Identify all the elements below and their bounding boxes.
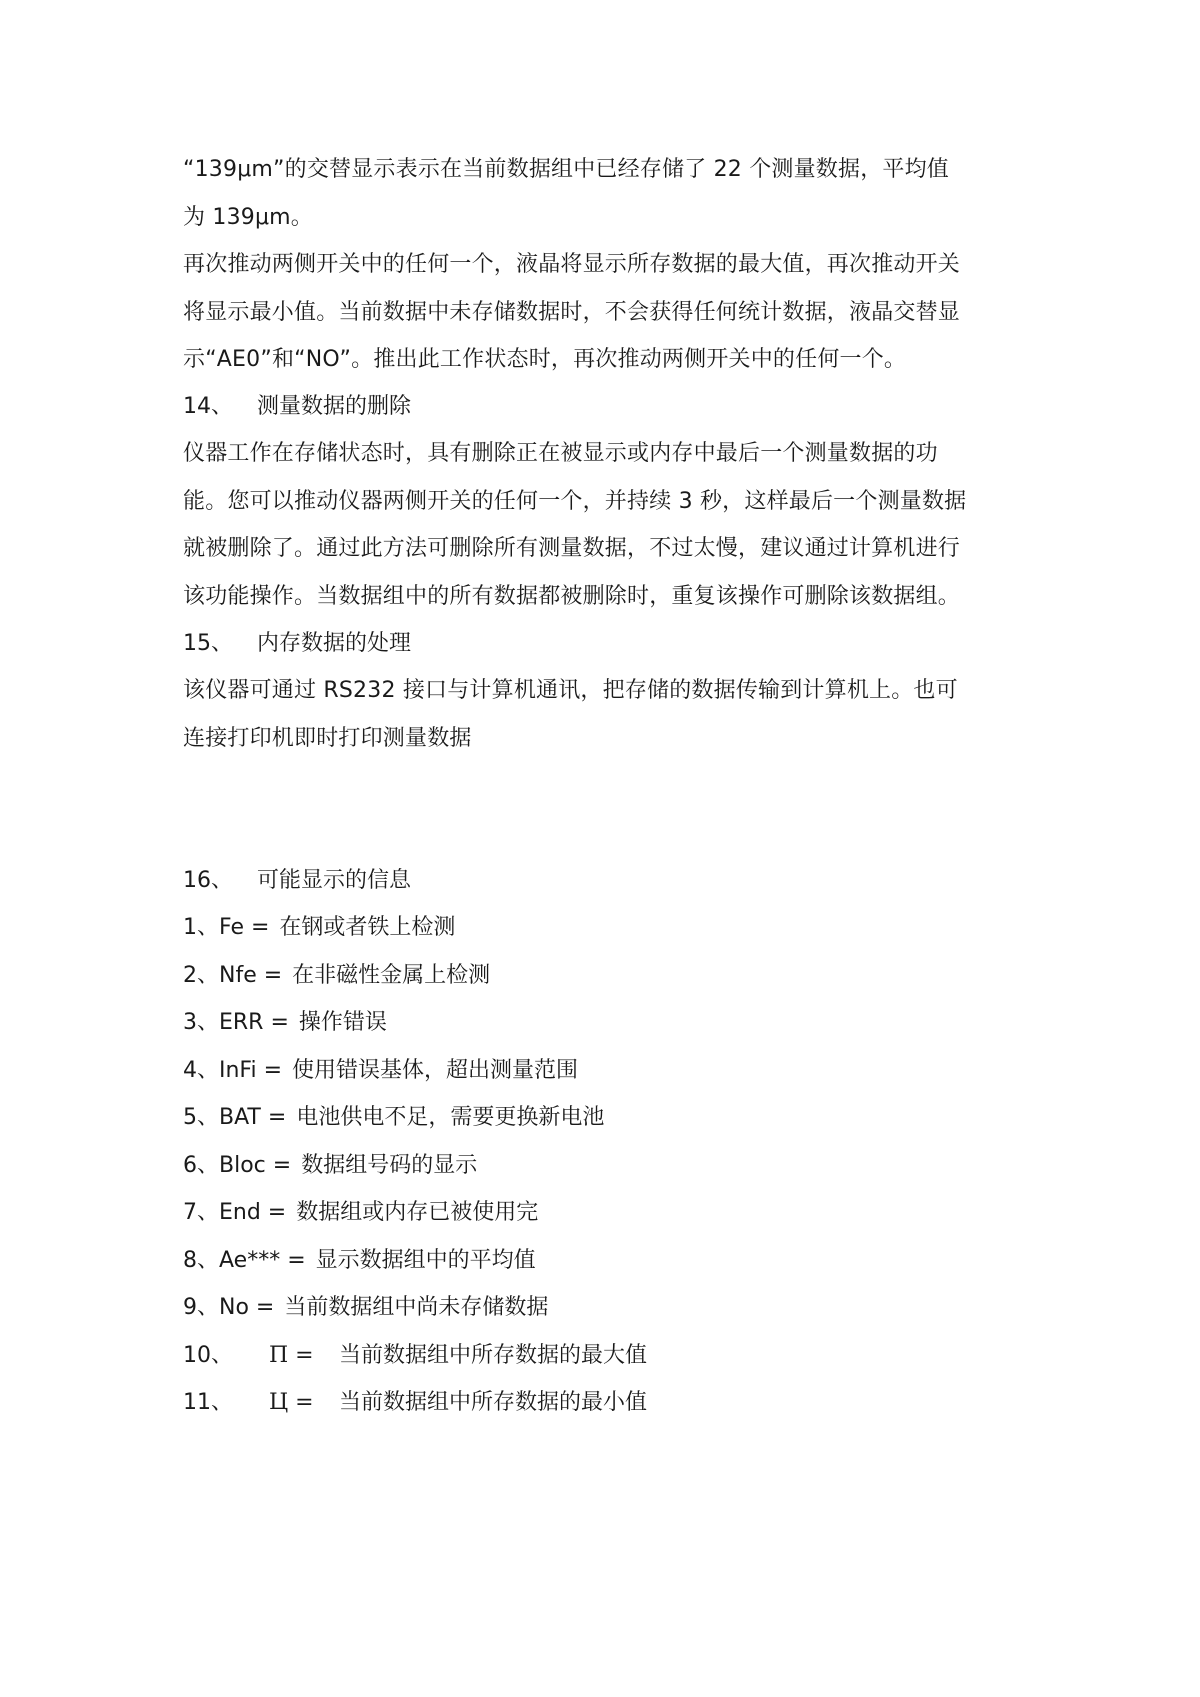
list-item: [183, 1189, 647, 1237]
list-item: [183, 1379, 647, 1427]
item-code: ERR =: [219, 1010, 289, 1035]
paragraph-statistics: [183, 146, 1023, 384]
section-15-heading: [183, 620, 411, 668]
item-code: InFi =: [219, 1057, 283, 1083]
item-description: 当前数据组中所存数据的最小值: [339, 1390, 648, 1415]
item-description: 当前数据组中尚未存储数据: [284, 1295, 549, 1320]
paragraph-delete: [183, 430, 1023, 620]
item-description: 使用错误基体，超出测量范围: [292, 1057, 579, 1083]
item-description: 显示数据组中的平均值: [315, 1247, 536, 1273]
section-number: 14、: [183, 394, 233, 419]
item-code: Fe =: [219, 915, 270, 940]
paragraph-line: 再次推动两侧开关中的任何一个，液晶将显示所存数据的最大值，再次推动开关: [183, 252, 961, 277]
section-title: 内存数据的处理: [257, 631, 412, 656]
item-index: 1、: [183, 915, 219, 940]
section-14-heading: [183, 383, 411, 431]
list-item: [183, 1047, 647, 1095]
paragraph-line: 能。您可以推动仪器两侧开关的任何一个，并持续 3 秒，这样最后一个测量数据: [183, 488, 967, 514]
list-item: [183, 1094, 647, 1142]
paragraph-line: 将显示最小值。当前数据中未存储数据时，不会获得任何统计数据，液晶交替显: [183, 299, 961, 325]
list-item: [183, 904, 647, 952]
item-code: Nfe =: [219, 962, 283, 988]
item-index: 8、: [183, 1247, 219, 1273]
paragraph-line: 为 139μm。: [183, 204, 314, 230]
section-title: 可能显示的信息: [257, 868, 412, 893]
item-description: 操作错误: [298, 1010, 387, 1035]
item-index: 9、: [183, 1295, 219, 1320]
item-index: 7、: [183, 1200, 219, 1225]
paragraph-line: 就被删除了。通过此方法可删除所有测量数据，不过太慢，建议通过计算机进行: [183, 536, 961, 561]
item-code: End =: [219, 1200, 287, 1225]
item-description: 当前数据组中所存数据的最大值: [339, 1342, 648, 1368]
paragraph-memory: [183, 667, 1023, 762]
item-code: Ц =: [269, 1390, 314, 1415]
item-index: 11、: [183, 1390, 233, 1415]
paragraph-line: 该功能操作。当数据组中的所有数据都被删除时，重复该操作可删除该数据组。: [183, 583, 961, 609]
item-description: 数据组或内存已被使用完: [296, 1200, 539, 1225]
list-item: [183, 999, 647, 1047]
item-index: 6、: [183, 1152, 219, 1178]
section-title: 测量数据的删除: [257, 394, 412, 419]
item-index: 10、: [183, 1342, 233, 1368]
item-code: Π =: [269, 1342, 314, 1368]
message-list: [183, 904, 647, 1427]
paragraph-line: 示“AE0”和“NO”。推出此工作状态时，再次推动两侧开关中的任何一个。: [183, 347, 907, 372]
list-item: [183, 1237, 647, 1285]
list-item: [183, 1284, 647, 1332]
paragraph-line: “139μm”的交替显示表示在当前数据组中已经存储了 22 个测量数据，平均值: [183, 157, 949, 182]
paragraph-line: 仪器工作在存储状态时，具有删除正在被显示或内存中最后一个测量数据的功: [183, 441, 938, 466]
item-description: 电池供电不足，需要更换新电池: [296, 1105, 605, 1130]
item-code: Bloc =: [219, 1152, 292, 1178]
item-code: Ae*** =: [219, 1247, 306, 1273]
item-description: 在钢或者铁上检测: [279, 915, 456, 940]
item-description: 在非磁性金属上检测: [292, 962, 491, 988]
paragraph-line: 连接打印机即时打印测量数据: [183, 725, 472, 751]
item-index: 2、: [183, 962, 219, 988]
item-index: 4、: [183, 1057, 219, 1083]
item-index: 3、: [183, 1010, 219, 1035]
list-item: [183, 1142, 647, 1190]
section-number: 15、: [183, 631, 233, 656]
item-index: 5、: [183, 1105, 219, 1130]
item-code: BAT =: [219, 1105, 287, 1130]
section-16-heading: [183, 857, 411, 905]
list-item: [183, 1332, 647, 1380]
section-number: 16、: [183, 868, 233, 893]
item-description: 数据组号码的显示: [301, 1152, 478, 1178]
paragraph-line: 该仪器可通过 RS232 接口与计算机通讯，把存储的数据传输到计算机上。也可: [183, 678, 958, 703]
list-item: [183, 952, 647, 1000]
item-code: No =: [219, 1295, 275, 1320]
